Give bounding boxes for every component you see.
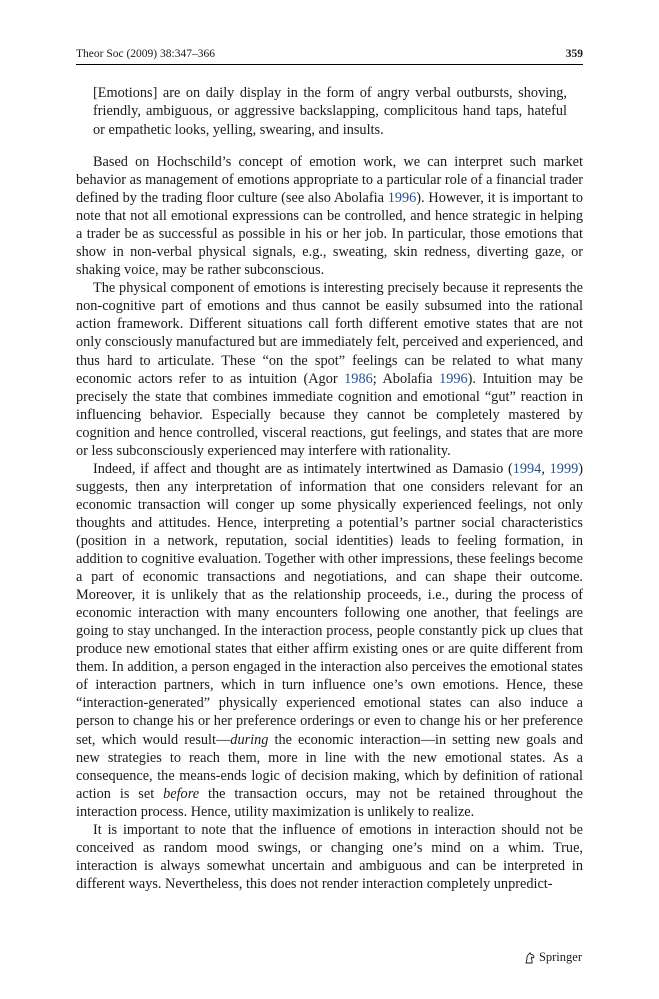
body-text — [76, 153, 583, 893]
running-header — [76, 48, 583, 65]
springer-horse-icon — [524, 952, 536, 964]
paragraph: It is important to note that the influence of emotions in interaction should not be conceived as random mood swings, or changing one’s mind on a whim. True, interaction is always somewhat uncertain and ambiguous and can be interpreted in different ways. Nevertheless, this does not render interaction completely unpredict- — [76, 821, 583, 892]
citation-link[interactable]: 1986 — [344, 370, 373, 387]
publisher-name: Springer — [538, 950, 582, 964]
journal-citation: Theor Soc (2009) 38:347–366 — [76, 48, 215, 60]
citation-link[interactable]: 1994 — [512, 460, 542, 477]
page-number: 359 — [565, 48, 583, 60]
publisher-footer — [524, 950, 582, 965]
citation-link[interactable]: 1996 — [387, 190, 417, 207]
paragraph: Indeed, if affect and thought are as intimately intertwined as Damasio (1994, 1999) suggests, then any interpretation of information that one considers relevant for an economic transaction will conger up some physically experienced feelings, not only thoughts and attitudes. Hence, interpreting a potential’s partner social characteristics (position in a network, reputation, social identities) leads to feeling formation, in addition to cognitive evaluation. Together with other impressions, these feelings become a part of economic transactions and negotiations, and can shape their outcome. Moreover, it is unlikely that as the relationship proceeds, i.e., during the process of economic interaction with many encounters following one another, that feelings are going to stay unchanged. In the interaction process, people constantly pick up clues that produce new emotional states that either affirm existing ones or are quite different from them. In addition, a person engaged in the interaction also perceives the emotional states of interaction partners, which in turn influence one’s own emotions. Hence, these “interaction-generated” physically experienced emotional states can also induce a person to change his or her preference orderings or even to change his or her preference set, which would result—during the economic interaction—in setting new goals and new strategies to reach them, more in line with the new emotional states. As a consequence, the means-ends logic of decision making, which by definition of rational action is set before the transaction occurs, may not be retained throughout the interaction process. Hence, utility maximization is unlikely to realize. — [76, 460, 584, 820]
paragraph: The physical component of emotions is interesting precisely because it represents the non-cognitive part of emotions and thus cannot be easily subsumed into the rational action framework. Different situations call forth different emotive states that are not only consciously manufactured but are immediately felt, perceived and experienced, and thus hard to articulate. These “on the spot” feelings can be related to what many economic actors refer to as intuition (Agor 1986; Abolafia 1996). Intuition may be precisely the state that combines immediate cognition and emotional “gut” reaction in influencing behavior. Especially because they cannot be completely mastered by cognition and hence controlled, visceral reactions, gut feelings, and states that are more or less subconsciously experienced may interfere with rationality. — [76, 280, 583, 459]
paragraph: Based on Hochschild’s concept of emotion work, we can interpret such market behavior as management of emotions appropriate to a particular role of a financial trader defined by the trading floor culture (see also Abolafia 1996). However, it is important to note that not all emotional expressions can be controlled, and hence strategic in helping a trader be as successful as possible in his or her job. In particular, those emotions that show in non-verbal physical signals, e.g., sweating, skin redness, diverting gaze, or shaking voice, may be rather subconscious. — [76, 154, 584, 279]
block-quote: [Emotions] are on daily display in the form of angry verbal outbursts, shoving, friendly, ambiguous, or aggressive backslapping, complicitous hand taps, hateful or empathetic looks, yelling, swearing, and insults. — [93, 85, 567, 138]
citation-link[interactable]: 1996 — [439, 370, 468, 387]
emphasis: before — [163, 785, 200, 802]
citation-link[interactable]: 1999 — [549, 460, 579, 477]
emphasis: during — [230, 731, 269, 748]
